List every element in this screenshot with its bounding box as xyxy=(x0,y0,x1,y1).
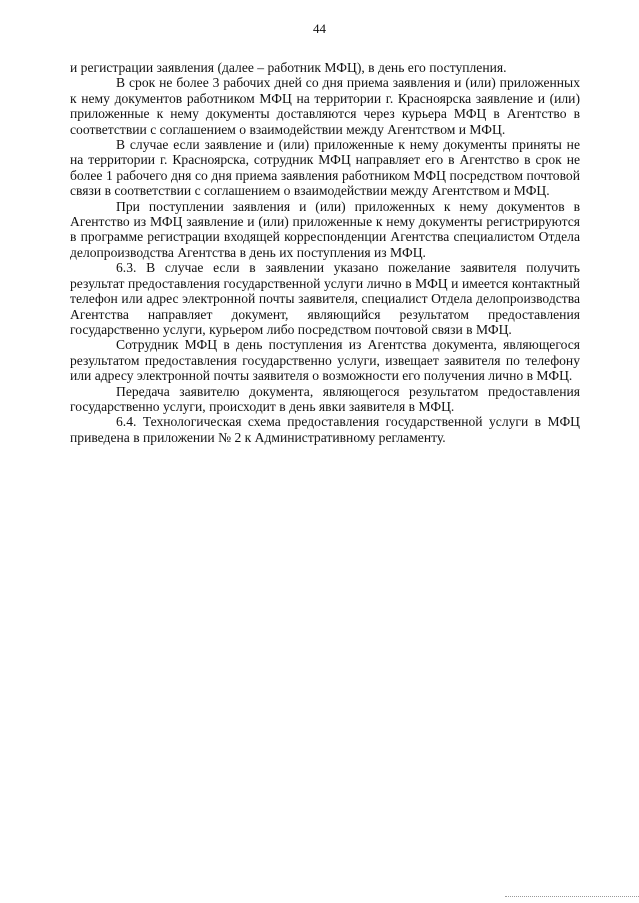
document-body xyxy=(70,60,580,445)
paragraph-postal-delivery: В случае если заявление и (или) приложенные к нему документы приняты не на территории г. Красноярска, сотрудник МФЦ направляет его в Агентство в срок не более 1 рабочего дня со дня приема заявления работником МФЦ посредством почтовой связи в соответствии с соглашением о взаимодействии между Агентством и МФЦ. xyxy=(70,137,580,199)
page-number: 44 xyxy=(313,21,326,36)
paragraph-notification: Сотрудник МФЦ в день поступления из Агентства документа, являющегося результатом предоставления государственно услуги, извещает заявителя по телефону или адресу электронной почты заявителя о возможности его получения лично в МФЦ. xyxy=(70,337,580,384)
paragraph-handover: Передача заявителю документа, являющегося результатом предоставления государственно услуги, происходит в день явки заявителя в МФЦ. xyxy=(70,383,580,414)
paragraph-6-3: 6.3. В случае если в заявлении указано пожелание заявителя получить результат предоставления государственной услуги лично в МФЦ и имеется контактный телефон или адрес электронной почты заявителя, специалист Отдела делопроизводства Агентства направляет документ, являющийся результатом предоставления государственно услуги, курьером либо посредством почтовой связи в МФЦ. xyxy=(70,260,580,337)
paragraph-continuation: и регистрации заявления (далее – работник МФЦ), в день его поступления. xyxy=(70,60,507,75)
paragraph-6-4: 6.4. Технологическая схема предоставления государственной услуги в МФЦ приведена в приложении № 2 к Административному регламенту. xyxy=(70,414,580,445)
scan-edge-mark xyxy=(505,896,639,899)
paragraph-courier-delivery: В срок не более 3 рабочих дней со дня приема заявления и (или) приложенных к нему документов работником МФЦ на территории г. Красноярска заявление и (или) приложенные к нему документы доставляются через курьера МФЦ в Агентство в соответствии с соглашением о взаимодействии между Агентством и МФЦ. xyxy=(70,75,580,137)
paragraph-registration: При поступлении заявления и (или) приложенных к нему документов в Агентство из МФЦ заявление и (или) приложенные к нему документы регистрируются в программе регистрации входящей корреспонденции Агентства специалистом Отдела делопроизводства Агентства в день их поступления из МФЦ. xyxy=(70,198,580,260)
